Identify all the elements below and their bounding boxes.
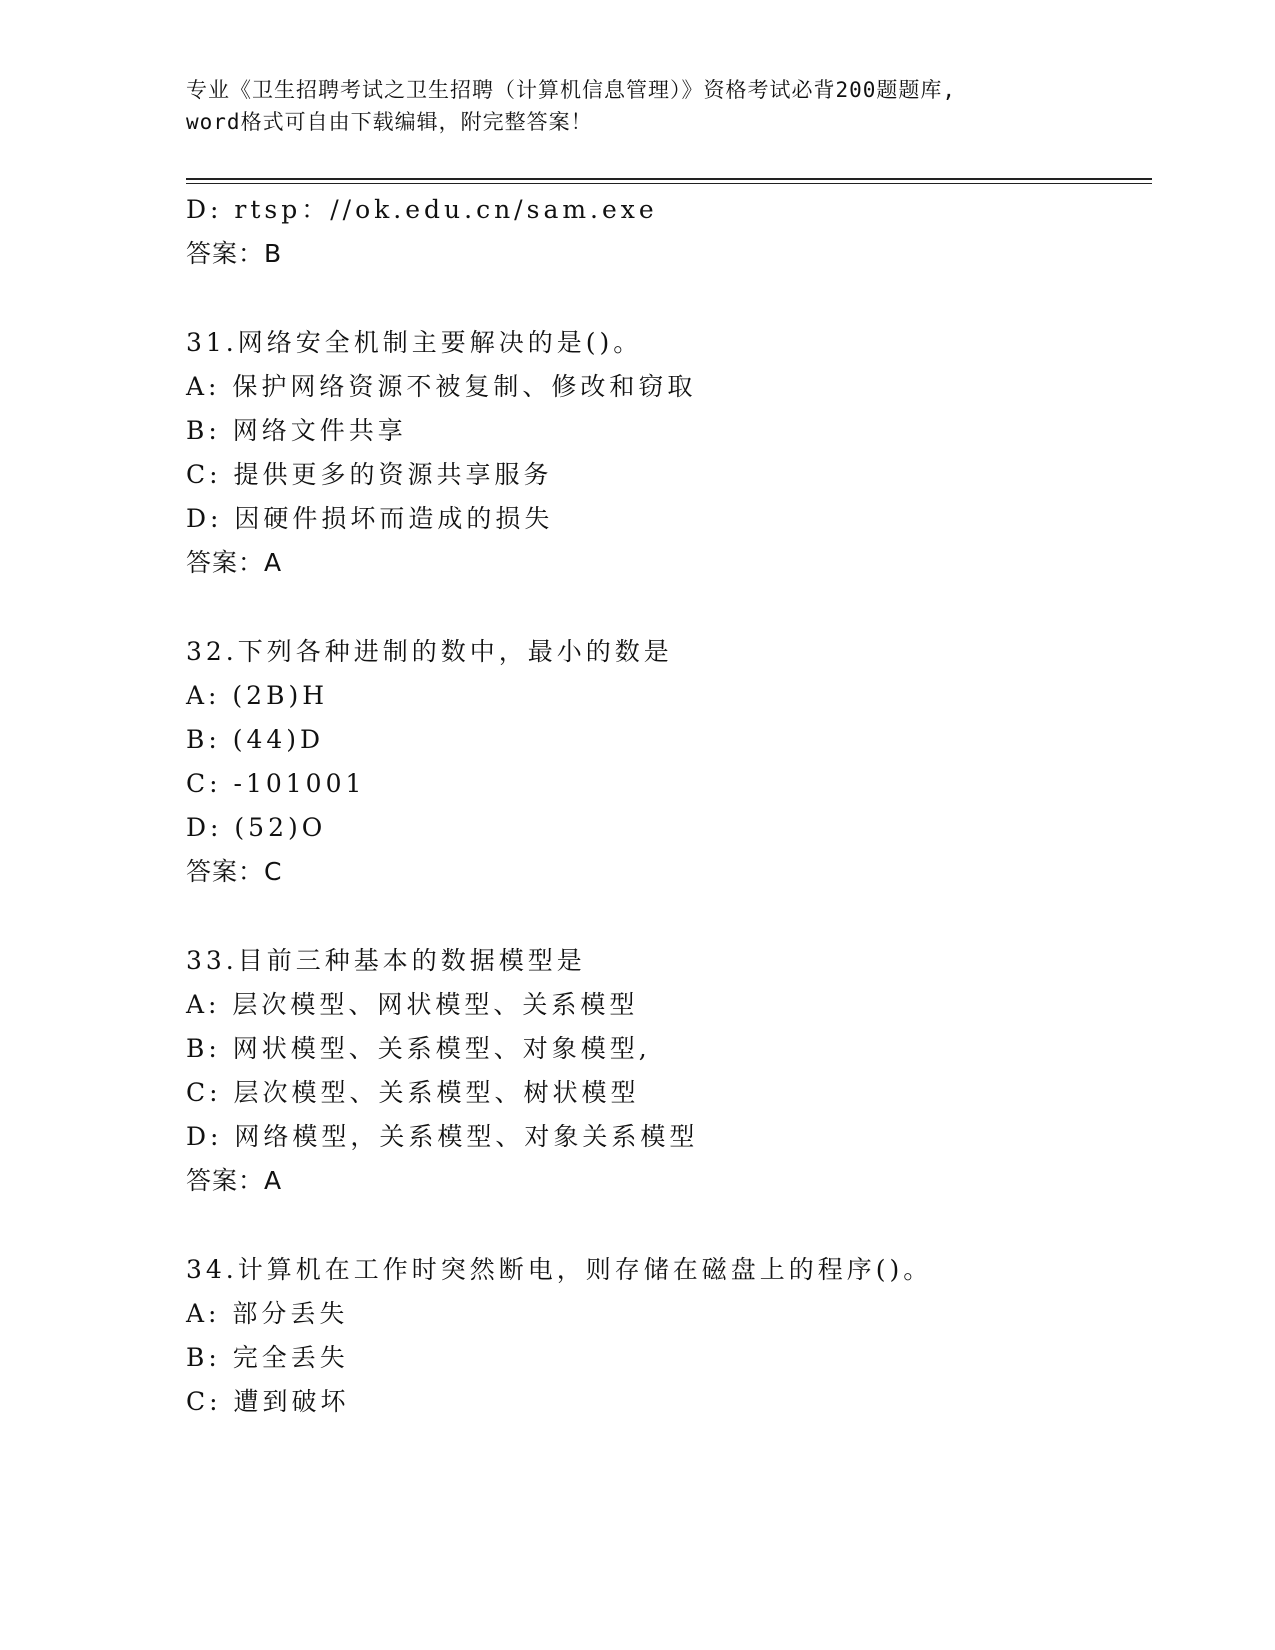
question-33-option-a: A: 层次模型、网状模型、关系模型 <box>186 990 639 1019</box>
question-34-option-b: B: 完全丢失 <box>186 1343 349 1372</box>
header-title-line-1: 专业《卫生招聘考试之卫生招聘（计算机信息管理）》资格考试必背200题题库, <box>186 78 957 102</box>
question-33-stem: 33.目前三种基本的数据模型是 <box>186 946 586 975</box>
prev-option-d: D: rtsp：//ok.edu.cn/sam.exe <box>186 195 658 224</box>
question-31-option-c: C: 提供更多的资源共享服务 <box>186 460 553 489</box>
question-32-option-a: A: (2B)H <box>186 681 329 710</box>
question-32-stem: 32.下列各种进制的数中，最小的数是 <box>186 637 673 666</box>
header-divider-top <box>186 178 1152 180</box>
question-31-option-d: D: 因硬件损坏而造成的损失 <box>186 504 554 533</box>
question-33-option-b: B: 网状模型、关系模型、对象模型, <box>186 1034 651 1063</box>
question-33-option-d: D: 网络模型，关系模型、对象关系模型 <box>186 1122 699 1151</box>
document-header <box>186 74 1086 138</box>
question-33-option-c: C: 层次模型、关系模型、树状模型 <box>186 1078 640 1107</box>
question-31-option-b: B: 网络文件共享 <box>186 416 407 445</box>
prev-answer: 答案：B <box>186 239 283 268</box>
question-33-answer: 答案：A <box>186 1166 283 1195</box>
question-32-option-d: D: (52)O <box>186 813 327 842</box>
question-31-stem: 31.网络安全机制主要解决的是()。 <box>186 328 643 357</box>
question-34-option-c: C: 遭到破坏 <box>186 1387 350 1416</box>
question-34-option-a: A: 部分丢失 <box>186 1299 349 1328</box>
question-32-option-c: C: -101001 <box>186 769 366 798</box>
question-32-answer: 答案：C <box>186 857 283 886</box>
question-31-option-a: A: 保护网络资源不被复制、修改和窃取 <box>186 372 697 401</box>
header-divider-bottom <box>186 183 1152 184</box>
question-32-option-b: B: (44)D <box>186 725 325 754</box>
header-title-line-2: word格式可自由下载编辑，附完整答案！ <box>186 110 593 134</box>
question-31-answer: 答案：A <box>186 548 283 577</box>
question-34-stem: 34.计算机在工作时突然断电，则存储在磁盘上的程序()。 <box>186 1255 933 1284</box>
